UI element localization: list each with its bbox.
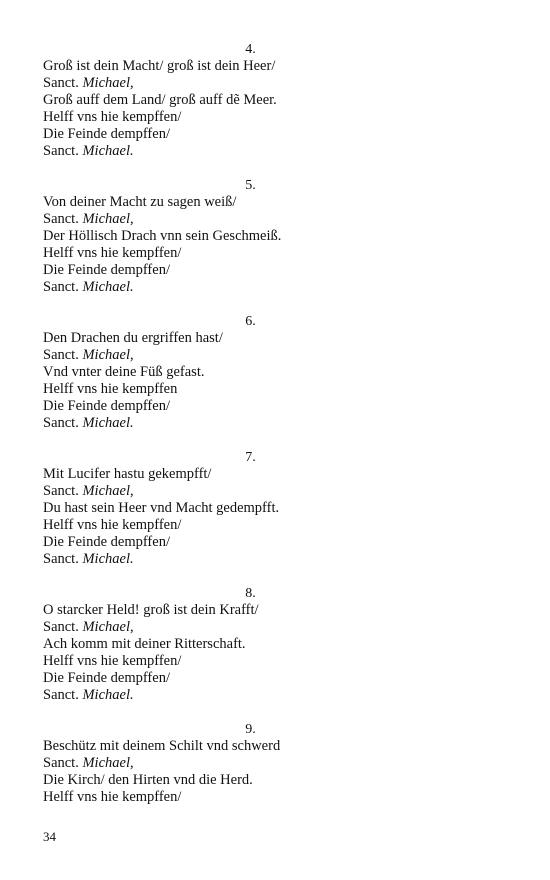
saint-name: Michael,: [82, 347, 134, 363]
verse-text: Du hast sein Heer vnd Macht gedempfft.: [43, 500, 280, 516]
stanza-number: 5.: [245, 178, 256, 193]
verse-text: Den Drachen du ergriffen hast/: [43, 330, 223, 346]
stanza-number: 6.: [245, 314, 256, 329]
stanza-8: [43, 585, 513, 704]
verse-line: [43, 126, 513, 143]
verse-line: [43, 211, 513, 228]
saint-name: Michael,: [82, 619, 134, 635]
verse-line: [43, 109, 513, 126]
stanza-5: [43, 177, 513, 296]
verse-text: Helff vns hie kempffen: [43, 381, 178, 397]
verse-line: [43, 500, 513, 517]
verse-text: Sanct.: [43, 551, 83, 567]
stanza-6: [43, 313, 513, 432]
verse-line: [43, 602, 513, 619]
verse-text: Die Feinde dempffen/: [43, 534, 170, 550]
verse-text: Helff vns hie kempffen/: [43, 653, 182, 669]
saint-name: Michael,: [82, 483, 134, 499]
stanza-4: [43, 41, 513, 160]
saint-name: Michael.: [82, 415, 134, 431]
verse-text: Helff vns hie kempffen/: [43, 245, 182, 261]
verse-line: [43, 517, 513, 534]
verse-line: [43, 619, 513, 636]
verse-line: [43, 483, 513, 500]
verse-line: [43, 636, 513, 653]
verse-text: Sanct.: [43, 687, 83, 703]
verse-text: Vnd vnter deine Füß gefast.: [43, 364, 205, 380]
verse-line: [43, 75, 513, 92]
verse-line: [43, 262, 513, 279]
verse-line: [43, 194, 513, 211]
verse-text: Sanct.: [43, 483, 83, 499]
verse-text: Der Höllisch Drach vnn sein Geschmeiß.: [43, 228, 282, 244]
verse-text: Sanct.: [43, 755, 83, 771]
song-text: [43, 41, 513, 823]
verse-line: [43, 330, 513, 347]
stanza-number: 8.: [245, 586, 256, 601]
verse-line: [43, 92, 513, 109]
verse-text: Die Kirch/ den Hirten vnd die Herd.: [43, 772, 253, 788]
stanza-number: 9.: [245, 722, 256, 737]
verse-text: Sanct.: [43, 75, 83, 91]
verse-line: [43, 466, 513, 483]
verse-text: Helff vns hie kempffen/: [43, 517, 182, 533]
verse-text: Die Feinde dempffen/: [43, 670, 170, 686]
verse-line: [43, 347, 513, 364]
verse-line: [43, 772, 513, 789]
verse-text: Sanct.: [43, 619, 83, 635]
verse-text: Ach komm mit deiner Ritterschaft.: [43, 636, 246, 652]
verse-line: [43, 279, 513, 296]
verse-text: Sanct.: [43, 143, 83, 159]
verse-text: Helff vns hie kempffen/: [43, 109, 182, 125]
verse-text: Von deiner Macht zu sagen weiß/: [43, 194, 237, 210]
verse-line: [43, 381, 513, 398]
saint-name: Michael,: [82, 75, 134, 91]
verse-line: [43, 398, 513, 415]
verse-text: Sanct.: [43, 279, 83, 295]
stanza-7: [43, 449, 513, 568]
verse-text: Groß ist dein Macht/ groß ist dein Heer/: [43, 58, 276, 74]
verse-line: [43, 755, 513, 772]
verse-text: Sanct.: [43, 211, 83, 227]
verse-line: [43, 58, 513, 75]
saint-name: Michael,: [82, 211, 134, 227]
verse-line: [43, 364, 513, 381]
verse-text: Helff vns hie kempffen/: [43, 789, 182, 805]
stanza-number: 4.: [245, 42, 256, 57]
verse-line: [43, 670, 513, 687]
verse-text: Die Feinde dempffen/: [43, 126, 170, 142]
verse-line: [43, 534, 513, 551]
verse-line: [43, 551, 513, 568]
verse-text: Mit Lucifer hastu gekempfft/: [43, 466, 212, 482]
saint-name: Michael.: [82, 143, 134, 159]
verse-line: [43, 415, 513, 432]
stanza-number: 7.: [245, 450, 256, 465]
verse-text: Beschütz mit deinem Schilt vnd schwerd: [43, 738, 281, 754]
verse-text: Sanct.: [43, 415, 83, 431]
verse-text: Die Feinde dempffen/: [43, 262, 170, 278]
verse-line: [43, 228, 513, 245]
verse-line: [43, 789, 513, 806]
saint-name: Michael.: [82, 279, 134, 295]
verse-line: [43, 653, 513, 670]
verse-line: [43, 738, 513, 755]
verse-line: [43, 687, 513, 704]
stanza-9: [43, 721, 513, 806]
verse-text: Groß auff dem Land/ groß auff dẽ Meer.: [43, 92, 277, 108]
verse-text: O starcker Held! groß ist dein Krafft/: [43, 602, 259, 618]
page-number: 34: [43, 829, 56, 844]
saint-name: Michael.: [82, 551, 134, 567]
verse-line: [43, 143, 513, 160]
verse-line: [43, 245, 513, 262]
saint-name: Michael,: [82, 755, 134, 771]
saint-name: Michael.: [82, 687, 134, 703]
verse-text: Sanct.: [43, 347, 83, 363]
verse-text: Die Feinde dempffen/: [43, 398, 170, 414]
